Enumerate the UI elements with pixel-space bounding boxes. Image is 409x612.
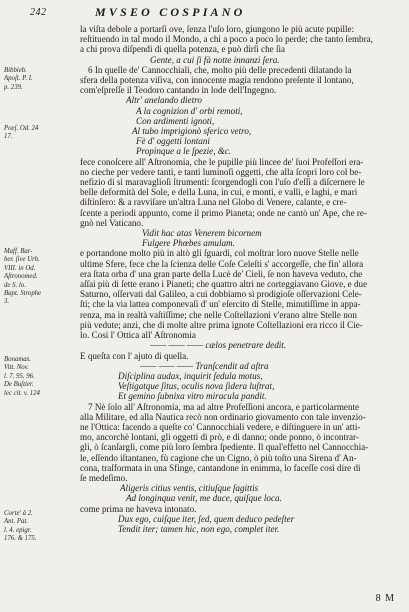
verse-line: —— —— —— Tranſcendit ad aſtra xyxy=(140,360,269,371)
verse-line: A la cognizion d' orbi remoti, xyxy=(136,105,243,116)
verse-line: Tendit iter; tamen hic, non ego, complet iter. xyxy=(118,523,280,534)
text-line: com'eſpreſſe il Teodoro cantando in lode dell'Ingegno. xyxy=(80,85,277,96)
verse-line: Gente, a cui ſi fà notte innanzi ſera. xyxy=(150,54,280,65)
verse-line: Fulgere Phœbes amulam. xyxy=(142,238,235,249)
margin-note-line: 3. xyxy=(4,298,10,306)
margin-note-line: Poeſ. Od. 24 xyxy=(4,125,39,132)
margin-note-line: l. 4. epigr. xyxy=(4,526,32,534)
margin-note-line: l. 7. 95. 96. xyxy=(4,372,35,380)
margin-note-line: De Buſtier. xyxy=(4,381,34,389)
verse-line: Con ardimenti ignoti, xyxy=(136,115,215,126)
margin-note-line: p. 239. xyxy=(4,83,23,91)
margin-note-line: Bibbieb. xyxy=(4,67,27,74)
margin-note-line: 176. & 175. xyxy=(4,535,37,543)
margin-note-line: lec cit. v. 124 xyxy=(4,389,40,397)
margin-note xyxy=(4,125,78,142)
text-line: gnò nel Vaticano. xyxy=(80,217,144,228)
text-line: ultime Sfere, fece che la ſcienza delle Coſe Celeſti s' accorgeſſe, che fin' allora xyxy=(80,258,364,269)
text-line: come prima ne haveva intonato. xyxy=(80,503,197,514)
margin-note xyxy=(4,356,78,398)
text-line: a chi prova diſpendi di quella potenza, e può dirſi che ſia xyxy=(80,44,286,55)
text-line: la viſta debole a portarſi ove, ſenza l'uſo loro, giungono le più acute pupille: xyxy=(80,24,355,34)
margin-note-line: Aſtronomed. xyxy=(4,273,38,281)
verse-line: Altr' anelando dietro xyxy=(126,95,202,106)
text-line: no cieche per vedere tanti, e tanti luminoſi oggetti, che alla ſcopri loro col be- xyxy=(80,166,362,177)
folio-signature: 8 M xyxy=(375,593,395,604)
text-line: più vedute; anzi, che di molte altre prima ignote Coſtellazioni era ricco il Cie- xyxy=(80,319,363,330)
body-text xyxy=(80,24,398,534)
verse-line: Fè d' oggetti lontani xyxy=(136,136,210,147)
text-line: ſcente a periodi appunto, come il primo Pianeta; onde ne cantò un' Ape, che re- xyxy=(80,207,367,218)
margin-note-line: VIII. in Od. xyxy=(4,264,36,272)
text-line: Saturno, oſſervati dal Galileo, a cui dobbiamo sì prodigioſe oſſervazioni Cele- xyxy=(80,289,362,300)
running-title: MVSEO COSPIANO xyxy=(95,5,246,19)
verse-line: Ad longinqua venit, me duce, quiſque loca. xyxy=(126,493,282,504)
margin-note-line: Ant. Pat. xyxy=(4,518,28,526)
verse-line: Aligeris citius ventis, citiuſque ſagittis xyxy=(120,483,259,494)
text-line: ne l'Ottica: facendo a queſte co' Cannocchiali vedere, e diſtinguere in un' atti- xyxy=(80,421,361,432)
text-line: fece conoſcere all' Aſtronomia, che le pupille più lincee de' ſuoi Profeſſori era- xyxy=(80,156,364,167)
verse-line: Vidit hac atas Venerem bicornem xyxy=(142,228,262,239)
text-line: renza, ma in realtà vaſtiſſime; che nelle Coſtellazioni v'erano altre Stelle non xyxy=(80,309,357,320)
page-number: 242 xyxy=(30,7,47,18)
text-line: e portandone molto più in altò gli ſguardi, col moſtrar loro nuove Stelle nelle xyxy=(80,248,359,259)
verse-line: —— —— —— cælos penetrare dedit. xyxy=(150,340,287,351)
text-line: E queſta con l' ajuto di quella. xyxy=(80,350,189,361)
margin-note-line: Bonamas. xyxy=(4,356,31,363)
verse-line: Al tubo imprigionò sferico vetro, xyxy=(132,126,252,137)
margin-note xyxy=(4,510,78,544)
verse-line: Veſtigatque ſitus, oculis nova ſidera luſtrat, xyxy=(118,381,275,392)
margin-note-line: Corte' à 2. xyxy=(4,510,33,517)
text-line: diſtinſero: & a ravviſare un'altra Luna nel Globo di Venere, calante, e cre- xyxy=(80,197,347,208)
margin-note-line: de S. lo. xyxy=(4,281,26,289)
text-line: 7 Nè ſolo all' Aſtronomia, ma ad altre Profeſſioni ancora, e particolarmente xyxy=(88,401,360,412)
margin-note-line: Vitt. Nov. xyxy=(4,364,29,372)
text-line: nefizio di sì maravaglioſi ſtrumenti: ſcorgendogli con l'uſo d'eſſi a diſcernere le xyxy=(80,177,365,188)
text-line: era ſtata orba d' una gran parte della Lucè de' Cieli, ſe non haveva veduto, che xyxy=(80,268,363,279)
text-line: cona, traſformata in una Sfinge, cantandone in enimma, lo faceſſe così dire di xyxy=(80,462,361,473)
margin-note-line: Apoſt. P. I. xyxy=(4,75,33,83)
margin-note-line: Bapt. Strophe xyxy=(4,290,42,298)
text-line: aſſai più di ſette erano i Pianeti; che quattro altri ne corteggiavano Giove, e due xyxy=(80,279,368,290)
text-line: reſtituendo in tal modo il Mondo, a chi a poco a poco lo perde; che tanto ſembra, xyxy=(80,34,373,45)
verse-line: Dux ego, cuiſque iter, ſed, quem deduco pedeſter xyxy=(118,513,295,524)
text-line: belle deformità del Sole, e della Luna, in cui, e monti, e valli, e laghi, e mari xyxy=(80,187,358,198)
text-line: mo, ancorchè lontani, gli oggetti di prò, e di danno; onde ponno, ò incontrar- xyxy=(80,432,359,443)
text-line: ſti; che la via lattea componevaſi d' un' eſercito di Stelle, minutiſſime in appa- xyxy=(80,299,361,310)
text-line: alla Militare, ed alla Nautica recò non ordinario giovamento con tale invenzio- xyxy=(80,411,366,422)
text-line: le, eſſendo iſtantaneo, fù cagione che un Cigno, ò più toſto una Sirena d' An- xyxy=(80,452,357,463)
margin-note-line: ber. ſive Urb. xyxy=(4,256,40,264)
text-line: gli, ò ſcanſargli, come più loro ſembra ſpediente. Il qual'effetto nel Cannocchia- xyxy=(80,442,369,453)
margin-note-line: Maff. Bar- xyxy=(4,248,33,255)
page-header xyxy=(0,4,409,24)
text-line: 6 In quelle de' Cannocchiali, che, molto più delle precedenti dilatando la xyxy=(88,64,352,75)
margin-note-line: 17. xyxy=(4,133,13,141)
text-line: lo. Così l' Ottica all' Aſtronomia xyxy=(80,330,196,341)
margin-note xyxy=(4,67,78,92)
margin-note xyxy=(4,248,78,307)
text-line: sfera della potenza viſiva, con innocente magia rendono preſente il lontano, xyxy=(80,75,354,86)
verse-line: Propinque a le ſpezie, &c. xyxy=(136,146,232,157)
verse-line: Et gemino ſubnixa vitro miracula pandit. xyxy=(118,391,267,402)
verse-line: Diſciplina audax, inquirit ſedula motus, xyxy=(118,370,263,381)
text-line: ſe medeſimo. xyxy=(80,472,128,483)
